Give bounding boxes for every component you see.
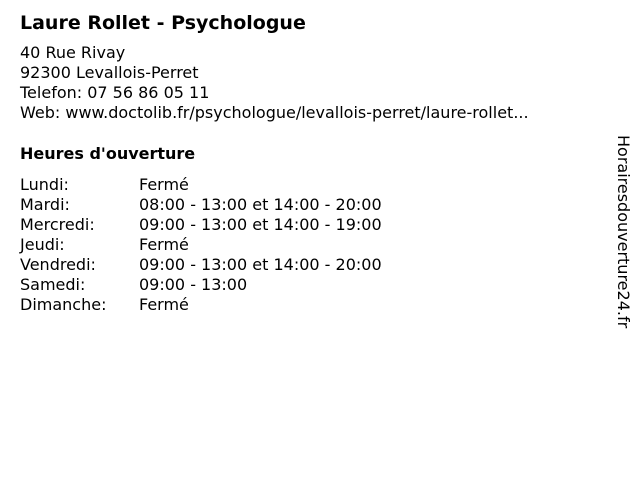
phone-line: Telefon: 07 56 86 05 11 bbox=[20, 83, 210, 102]
hours-value: 09:00 - 13:00 bbox=[139, 275, 248, 294]
website-line: Web: www.doctolib.fr/psychologue/levallois-perret/laure-rollet... bbox=[20, 103, 529, 122]
opening-hours-heading: Heures d'ouverture bbox=[20, 144, 196, 163]
day-label: Mardi: bbox=[20, 195, 70, 214]
hours-row-saturday bbox=[20, 275, 600, 295]
site-brand-vertical: Horairesdouverture24.fr bbox=[614, 135, 633, 329]
address-line: 40 Rue Rivay bbox=[20, 43, 126, 62]
hours-row-monday bbox=[20, 175, 600, 195]
hours-row-tuesday bbox=[20, 195, 600, 215]
hours-value: Fermé bbox=[139, 175, 189, 194]
day-label: Lundi: bbox=[20, 175, 69, 194]
hours-value: Fermé bbox=[139, 235, 189, 254]
hours-value: 08:00 - 13:00 et 14:00 - 20:00 bbox=[139, 195, 382, 214]
hours-row-sunday bbox=[20, 295, 600, 315]
hours-value: Fermé bbox=[139, 295, 189, 314]
day-label: Mercredi: bbox=[20, 215, 95, 234]
day-label: Samedi: bbox=[20, 275, 86, 294]
opening-hours-list bbox=[20, 175, 600, 315]
day-label: Vendredi: bbox=[20, 255, 96, 274]
postal-city-line: 92300 Levallois-Perret bbox=[20, 63, 199, 82]
day-label: Dimanche: bbox=[20, 295, 107, 314]
business-title: Laure Rollet - Psychologue bbox=[20, 12, 306, 34]
hours-row-friday bbox=[20, 255, 600, 275]
business-card bbox=[20, 10, 600, 315]
hours-value: 09:00 - 13:00 et 14:00 - 19:00 bbox=[139, 215, 382, 234]
hours-value: 09:00 - 13:00 et 14:00 - 20:00 bbox=[139, 255, 382, 274]
hours-row-wednesday bbox=[20, 215, 600, 235]
hours-row-thursday bbox=[20, 235, 600, 255]
day-label: Jeudi: bbox=[20, 235, 65, 254]
